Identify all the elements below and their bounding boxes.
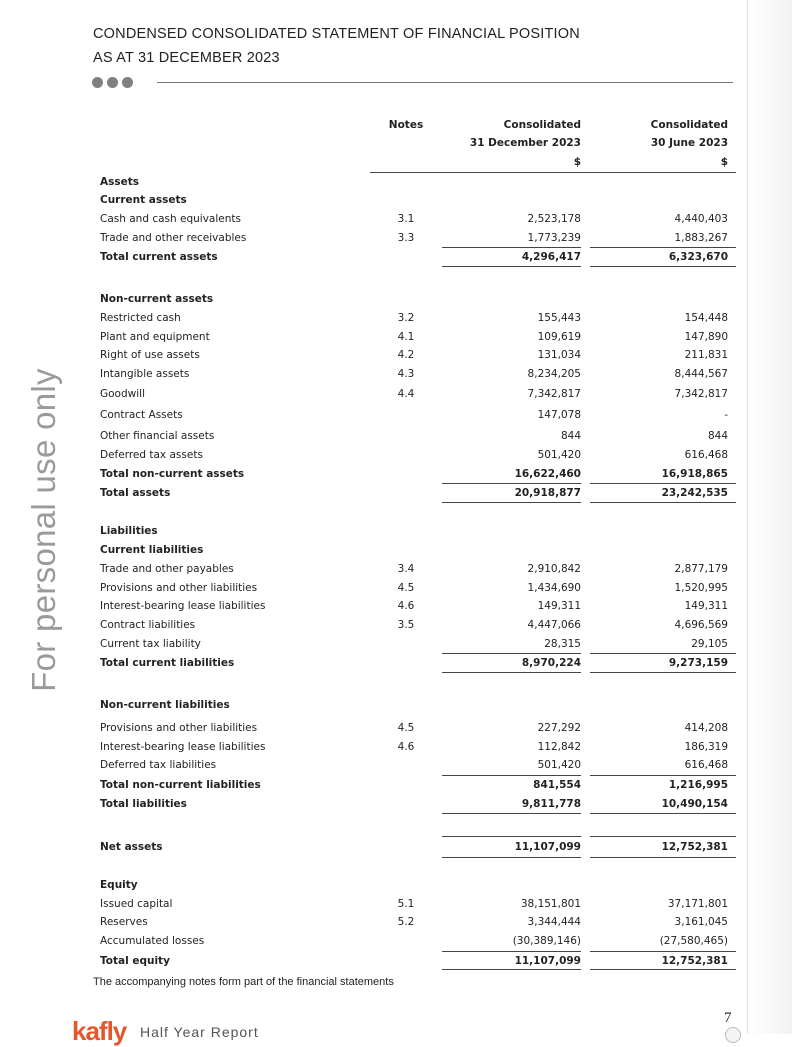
row-label: Total liabilities — [100, 798, 187, 810]
total-rule — [442, 969, 581, 970]
header-rule — [157, 82, 733, 83]
row-label: Provisions and other liabilities — [100, 582, 258, 594]
row-label: Liabilities — [100, 525, 158, 537]
row-label: Trade and other payables — [100, 563, 234, 575]
row-note: 3.1 — [397, 213, 415, 225]
page-edge — [747, 0, 792, 1034]
row-label: Cash and cash equivalents — [100, 213, 241, 225]
row-value-31-dec-2023: 7,342,817 — [527, 388, 581, 400]
row-label: Assets — [100, 176, 140, 188]
row-label: Total non-current assets — [100, 468, 245, 480]
row-value-31-dec-2023: 4,296,417 — [521, 251, 581, 263]
row-note: 4.2 — [397, 349, 415, 361]
total-rule — [442, 266, 581, 267]
row-value-30-jun-2023: 149,311 — [684, 600, 728, 612]
row-value-30-jun-2023: 16,918,865 — [661, 468, 728, 480]
row-label: Restricted cash — [100, 312, 181, 324]
row-note: 4.5 — [397, 582, 415, 594]
row-value-30-jun-2023: - — [724, 409, 728, 421]
total-rule — [442, 483, 581, 484]
corner-circle-icon — [725, 1027, 741, 1043]
footnote: The accompanying notes form part of the financial statements — [93, 976, 394, 988]
row-label: Total equity — [100, 955, 170, 967]
total-rule — [590, 502, 736, 503]
row-label: Interest-bearing lease liabilities — [100, 600, 266, 612]
row-value-30-jun-2023: 616,468 — [684, 759, 728, 771]
total-rule — [442, 836, 581, 837]
watermark-text: For personal use only — [25, 368, 62, 692]
row-label: Contract liabilities — [100, 619, 196, 631]
row-value-30-jun-2023: 1,520,995 — [674, 582, 728, 594]
row-note: 4.3 — [397, 368, 415, 380]
footer-logo: kafly — [72, 1016, 127, 1046]
row-label: Deferred tax assets — [100, 449, 203, 461]
row-note: 3.2 — [397, 312, 415, 324]
total-rule — [590, 951, 736, 952]
header-dots-decoration — [92, 77, 133, 88]
row-value-30-jun-2023: 4,696,569 — [674, 619, 728, 631]
row-value-31-dec-2023: 131,034 — [537, 349, 581, 361]
row-label: Accumulated losses — [100, 935, 205, 947]
row-value-31-dec-2023: 20,918,877 — [514, 487, 581, 499]
row-note: 4.5 — [397, 722, 415, 734]
row-value-30-jun-2023: 1,883,267 — [674, 232, 728, 244]
row-value-31-dec-2023: 109,619 — [537, 331, 581, 343]
row-value-30-jun-2023: 1,216,995 — [668, 779, 728, 791]
row-value-31-dec-2023: (30,389,146) — [512, 935, 581, 947]
row-value-30-jun-2023: 2,877,179 — [674, 563, 728, 575]
row-label: Current tax liability — [100, 638, 201, 650]
total-rule — [442, 857, 581, 858]
row-value-31-dec-2023: 9,811,778 — [521, 798, 581, 810]
row-value-31-dec-2023: 147,078 — [537, 409, 581, 421]
total-rule — [442, 247, 581, 248]
row-value-31-dec-2023: 16,622,460 — [514, 468, 581, 480]
total-rule — [590, 266, 736, 267]
page-number: 7 — [724, 1010, 732, 1026]
total-rule — [442, 502, 581, 503]
col1-header-line1: Consolidated — [503, 119, 581, 131]
col2-header-line1: Consolidated — [650, 119, 728, 131]
row-value-30-jun-2023: 616,468 — [684, 449, 728, 461]
footer-report-title: Half Year Report — [140, 1024, 259, 1040]
row-label: Current assets — [100, 194, 187, 206]
row-label: Non-current liabilities — [100, 699, 230, 711]
row-value-31-dec-2023: 501,420 — [537, 449, 581, 461]
row-note: 3.4 — [397, 563, 415, 575]
row-label: Other financial assets — [100, 430, 215, 442]
row-value-30-jun-2023: 9,273,159 — [668, 657, 728, 669]
row-value-31-dec-2023: 501,420 — [537, 759, 581, 771]
row-value-30-jun-2023: 154,448 — [684, 312, 728, 324]
row-note: 4.4 — [397, 388, 415, 400]
row-note: 3.3 — [397, 232, 415, 244]
dot — [107, 77, 118, 88]
row-note: 3.5 — [397, 619, 415, 631]
row-label: Intangible assets — [100, 368, 190, 380]
row-value-30-jun-2023: 4,440,403 — [674, 213, 728, 225]
col2-header-line2: 30 June 2023 — [650, 137, 728, 149]
row-label: Issued capital — [100, 898, 173, 910]
row-label: Provisions and other liabilities — [100, 722, 258, 734]
row-value-31-dec-2023: 1,773,239 — [527, 232, 581, 244]
row-note: 4.1 — [397, 331, 415, 343]
row-label: Net assets — [100, 841, 163, 853]
total-rule — [590, 775, 736, 776]
row-label: Deferred tax liabilities — [100, 759, 217, 771]
total-rule — [590, 969, 736, 970]
total-rule — [442, 672, 581, 673]
row-label: Right of use assets — [100, 349, 200, 361]
col2-header-unit: $ — [720, 156, 728, 168]
row-value-30-jun-2023: 3,161,045 — [674, 916, 728, 928]
total-rule — [442, 813, 581, 814]
row-note: 4.6 — [397, 600, 415, 612]
row-value-31-dec-2023: 1,434,690 — [527, 582, 581, 594]
statement-date: AS AT 31 DECEMBER 2023 — [93, 50, 280, 66]
row-value-30-jun-2023: 29,105 — [691, 638, 728, 650]
row-value-31-dec-2023: 112,842 — [537, 741, 581, 753]
row-note: 5.2 — [397, 916, 415, 928]
row-value-30-jun-2023: 12,752,381 — [661, 841, 728, 853]
row-value-30-jun-2023: 8,444,567 — [674, 368, 728, 380]
row-label: Equity — [100, 879, 138, 891]
row-value-30-jun-2023: 844 — [707, 430, 728, 442]
total-rule — [442, 653, 581, 654]
row-value-30-jun-2023: 10,490,154 — [661, 798, 728, 810]
notes-column-header: Notes — [388, 119, 424, 131]
total-rule — [442, 775, 581, 776]
row-value-31-dec-2023: 28,315 — [544, 638, 581, 650]
total-rule — [590, 483, 736, 484]
row-value-30-jun-2023: 23,242,535 — [661, 487, 728, 499]
row-value-31-dec-2023: 2,523,178 — [527, 213, 581, 225]
total-rule — [590, 836, 736, 837]
total-rule — [590, 813, 736, 814]
row-value-31-dec-2023: 155,443 — [537, 312, 581, 324]
row-value-31-dec-2023: 8,234,205 — [527, 368, 581, 380]
row-note: 5.1 — [397, 898, 415, 910]
row-value-31-dec-2023: 227,292 — [537, 722, 581, 734]
row-label: Interest-bearing lease liabilities — [100, 741, 266, 753]
row-label: Total current liabilities — [100, 657, 235, 669]
row-value-31-dec-2023: 4,447,066 — [527, 619, 581, 631]
row-value-30-jun-2023: (27,580,465) — [659, 935, 728, 947]
row-value-31-dec-2023: 3,344,444 — [527, 916, 581, 928]
row-label: Contract Assets — [100, 409, 183, 421]
row-value-31-dec-2023: 11,107,099 — [514, 955, 581, 967]
dot — [122, 77, 133, 88]
row-label: Total current assets — [100, 251, 218, 263]
row-value-30-jun-2023: 12,752,381 — [661, 955, 728, 967]
row-value-31-dec-2023: 11,107,099 — [514, 841, 581, 853]
row-value-30-jun-2023: 7,342,817 — [674, 388, 728, 400]
row-value-30-jun-2023: 186,319 — [684, 741, 728, 753]
total-rule — [590, 857, 736, 858]
col1-header-unit: $ — [573, 156, 581, 168]
row-value-31-dec-2023: 2,910,842 — [527, 563, 581, 575]
row-label: Non-current assets — [100, 293, 214, 305]
row-value-31-dec-2023: 841,554 — [533, 779, 581, 791]
row-label: Reserves — [100, 916, 148, 928]
row-value-31-dec-2023: 149,311 — [537, 600, 581, 612]
total-rule — [590, 653, 736, 654]
row-label: Goodwill — [100, 388, 145, 400]
row-value-30-jun-2023: 37,171,801 — [667, 898, 728, 910]
row-value-30-jun-2023: 414,208 — [684, 722, 728, 734]
dot — [92, 77, 103, 88]
row-value-30-jun-2023: 211,831 — [684, 349, 728, 361]
row-value-31-dec-2023: 8,970,224 — [521, 657, 581, 669]
row-value-30-jun-2023: 147,890 — [684, 331, 728, 343]
row-value-30-jun-2023: 6,323,670 — [668, 251, 728, 263]
row-label: Total assets — [100, 487, 171, 499]
total-rule — [590, 672, 736, 673]
col1-header-line2: 31 December 2023 — [469, 137, 581, 149]
total-rule — [590, 247, 736, 248]
row-label: Current liabilities — [100, 544, 204, 556]
total-rule — [442, 951, 581, 952]
row-label: Plant and equipment — [100, 331, 210, 343]
statement-title: CONDENSED CONSOLIDATED STATEMENT OF FINANCIAL POSITION — [93, 26, 580, 42]
row-label: Trade and other receivables — [100, 232, 247, 244]
row-value-31-dec-2023: 38,151,801 — [520, 898, 581, 910]
row-value-31-dec-2023: 844 — [560, 430, 581, 442]
row-label: Total non-current liabilities — [100, 779, 261, 791]
row-note: 4.6 — [397, 741, 415, 753]
header-underline — [370, 172, 736, 173]
